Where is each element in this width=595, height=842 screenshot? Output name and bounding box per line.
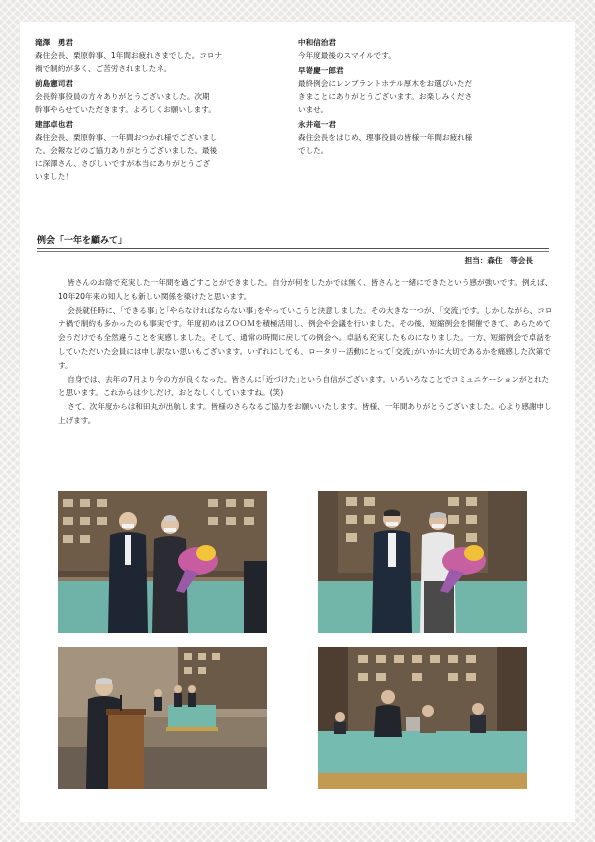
message-item: [298, 64, 548, 116]
message-line: に深澤さん、さびしいですが本当にありがとうござ: [35, 159, 211, 168]
photo-speaker-at-podium: [58, 647, 267, 789]
message-item: [35, 118, 285, 183]
message-item: [298, 36, 548, 62]
message-line: 会長幹事役員の方々ありがとうございました。次期: [35, 92, 210, 101]
message-line: でした。: [298, 146, 329, 155]
member-name: 前島憲司君: [35, 79, 73, 88]
article-paragraph: さて、次年度からは和田丸が出航します。皆様のさらなるご協力をお願いいたします。皆様、一年間ありがとうございました。心より感謝申し上げます。: [58, 402, 552, 425]
message-text: [35, 90, 285, 116]
member-name: 中和信治君: [298, 38, 336, 47]
article-paragraph: 会長就任時に、｢できる事｣と｢やらなければならない事｣をやっていこうと決意しました。その大きな一つが、｢交流｣です。しかしながら、コロナ禍で制約も多かったのも事実です。年度初めはＺＯＯＭを積極活用し、例会や会議を行いました。その後、短縮例会を開催できて、あらためて会うだけでも全然違うことを実感しました。そして、通常の時間に戻しての例会へ。卓話も充実したものになりました。一方、短縮例会で卓話をしていただいた会員には申し訳ない思いもございます。いずれにしても、ロータリー活動にとって｢交流｣がいかに大切であるかを痛感した次第です。: [58, 305, 553, 370]
message-line: 森住会長、栗原幹事、1年間お疲れさまでした。コロナ: [35, 51, 223, 60]
message-text: [298, 131, 548, 157]
message-text: [298, 77, 548, 116]
message-item: [35, 77, 285, 116]
article-body: [58, 276, 554, 428]
photo-bouquet-presentation-1: [58, 491, 267, 633]
smile-messages-left: [35, 36, 285, 185]
article-paragraph: 皆さんのお陰で充実した一年間を過ごすことができました。自分が何をしたかでは無く、皆さんと一緒にできたという感が強いです。例えば、10年20年来の知人とも新しい関係を築けたと思います。: [58, 278, 553, 301]
message-line: いました！: [35, 172, 73, 181]
member-name: 滝澤 勇君: [35, 38, 73, 47]
member-name: 建部卓也君: [35, 120, 73, 129]
member-name: 早嵜慶一郎君: [298, 66, 344, 75]
message-line: 今年度最後のスマイルです。: [298, 51, 396, 60]
reporter-credit: 担当：森住 等会長: [464, 256, 533, 265]
newsletter-page: [20, 22, 575, 822]
message-line: きまことにありがとうございます。お楽しみくださ: [298, 92, 473, 101]
section-title: 例会「一年を顧みて」: [37, 233, 549, 249]
message-line: 森住会長、栗原幹事、一年間おつかれ様でございまし: [35, 133, 218, 142]
message-line: 森住会長をはじめ、理事役員の皆様一年間お疲れ様: [298, 133, 473, 142]
message-text: [298, 49, 548, 62]
message-line: た。会報などのご協力ありがとうございました。最後: [35, 146, 218, 155]
message-text: [35, 49, 285, 75]
message-item: [35, 36, 285, 75]
message-line: 禍で制約が多く、ご苦労されましたネ。: [35, 64, 172, 73]
photo-bouquet-presentation-2: [318, 491, 527, 633]
message-text: [35, 131, 285, 183]
message-line: 幹事やらせていただきます。よろしくお願いします。: [35, 105, 216, 114]
member-name: 永井竜一君: [298, 120, 336, 129]
message-item: [298, 118, 548, 157]
article-paragraph: 自身では、去年の7月より今の方が良くなった。皆さんに｢近づけた｣という自信がございます。いろいろなことでコミュニケーションがとれたと思います。これからは少しだけ、おとなしくしていますね。(笑): [58, 374, 550, 398]
photo-head-table-group: [318, 647, 527, 789]
message-line: 最終例会にレンブラントホテル厚木をお選びいただ: [298, 79, 473, 88]
message-line: いませ。: [298, 105, 329, 114]
smile-messages-right: [298, 36, 548, 159]
